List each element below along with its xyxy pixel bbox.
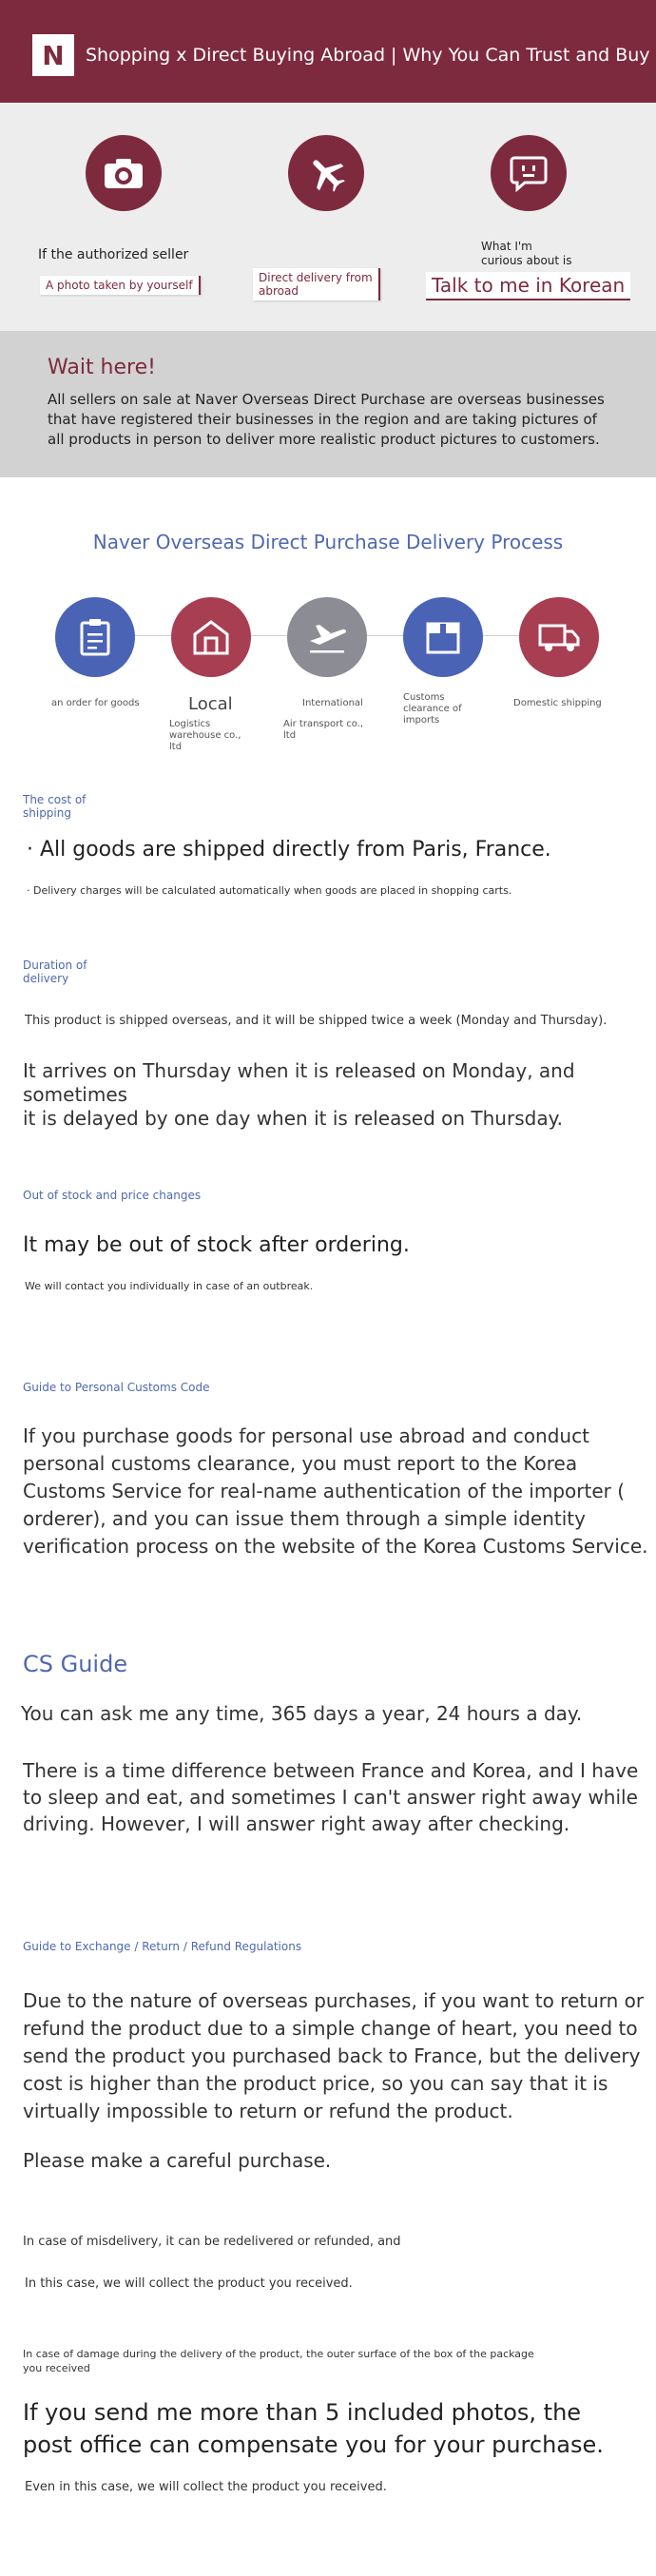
exchange-photos: If you send me more than 5 included photos, the post office can compensate you for your purchase. [23, 2399, 604, 2458]
truck-icon [519, 597, 599, 677]
clipboard-icon [55, 597, 135, 677]
exchange-collect2: Even in this case, we will collect the product you received. [25, 2480, 387, 2494]
cs-body: There is a time difference between France and Korea, and I have to sleep and eat, and sometimes I can't answer right away while driving. However, I will answer right away after checking. [23, 1759, 639, 1835]
stock-main: It may be out of stock after ordering. [23, 1233, 410, 1257]
notice-body: All sellers on sale at Naver Overseas Direct Purchase are overseas businesses that have registered their businesses in the region and are taking pictures of all products in person to deliver more realistic product pictures to customers. [48, 391, 605, 448]
duration-note: This product is shipped overseas, and it will be shipped twice a week (Monday and Thursday). [25, 1014, 608, 1028]
trust-label-seller: If the authorized seller [38, 247, 189, 262]
exchange-misdelivery: In case of misdelivery, it can be redelivered or refunded, and [23, 2235, 401, 2249]
step-label-local: Local [188, 694, 233, 714]
trust-box-delivery: Direct delivery from abroad [253, 268, 380, 300]
step-label-warehouse: Logistics warehouse co., ltd [169, 719, 241, 752]
cs-title: CS Guide [23, 1651, 128, 1677]
box-icon [403, 597, 483, 677]
notice-title: Wait here! [48, 356, 156, 379]
section-label-exchange: Guide to Exchange / Return / Refund Regulations [23, 1940, 302, 1953]
exchange-body: Due to the nature of overseas purchases, if you want to return or refund the product due to a simple change of heart, you need to send the product you purchased back to France, but the delivery cost is higher than the product price, so you can say that it is virtually impossible to return or refund the product. [23, 1989, 645, 2122]
stock-note: We will contact you individually in case of an outbreak. [25, 1280, 314, 1292]
duration-main: It arrives on Thursday when it is released on Monday, and sometimes it is delayed by one day when it is released on Thursday. [23, 1059, 575, 1130]
step-label-domestic: Domestic shipping [513, 698, 602, 708]
section-label-cost: The cost of shipping [23, 793, 87, 820]
airplane-icon [287, 597, 367, 677]
naver-logo: N [32, 34, 74, 76]
trust-box-photo: A photo taken by yourself [40, 276, 201, 295]
warehouse-icon [171, 597, 251, 677]
step-label-customs: Customs clearance of imports [403, 692, 462, 726]
step-label-air: Air transport co., ltd [283, 719, 364, 741]
exchange-careful: Please make a careful purchase. [23, 2149, 332, 2172]
exchange-damage: In case of damage during the delivery of the product, the outer surface of the box of the package you received [23, 2348, 534, 2374]
cs-main: You can ask me any time, 365 days a year, 24 hours a day. [21, 1702, 583, 1725]
airplane-icon [288, 135, 364, 211]
section-label-stock: Out of stock and price changes [23, 1189, 202, 1202]
section-label-duration: Duration of delivery [23, 959, 87, 985]
trust-box-korean: Talk to me in Korean [426, 272, 630, 300]
page-title: Shopping x Direct Buying Abroad | Why You Can Trust and Buy [86, 45, 650, 66]
customs-body: If you purchase goods for personal use abroad and conduct personal customs clearance, you must report to the Korea Customs Service for real-name authentication of the importer ( orderer), and you can issue them through a simple identity verification process on the website of the Korea Customs Service. [23, 1424, 648, 1558]
process-title: Naver Overseas Direct Purchase Delivery Process [92, 531, 564, 553]
trust-label-curious: What I'm curious about is [481, 240, 572, 267]
section-label-customs: Guide to Personal Customs Code [23, 1381, 210, 1394]
exchange-collect1: In this case, we will collect the product you received. [25, 2276, 353, 2291]
cost-main: · All goods are shipped directly from Paris, France. [27, 838, 551, 862]
chat-icon [491, 135, 567, 211]
cost-note: · Delivery charges will be calculated automatically when goods are placed in shopping carts. [27, 884, 512, 897]
step-label-international: International [302, 698, 363, 708]
camera-icon [86, 135, 162, 211]
step-label-order: an order for goods [51, 698, 140, 708]
